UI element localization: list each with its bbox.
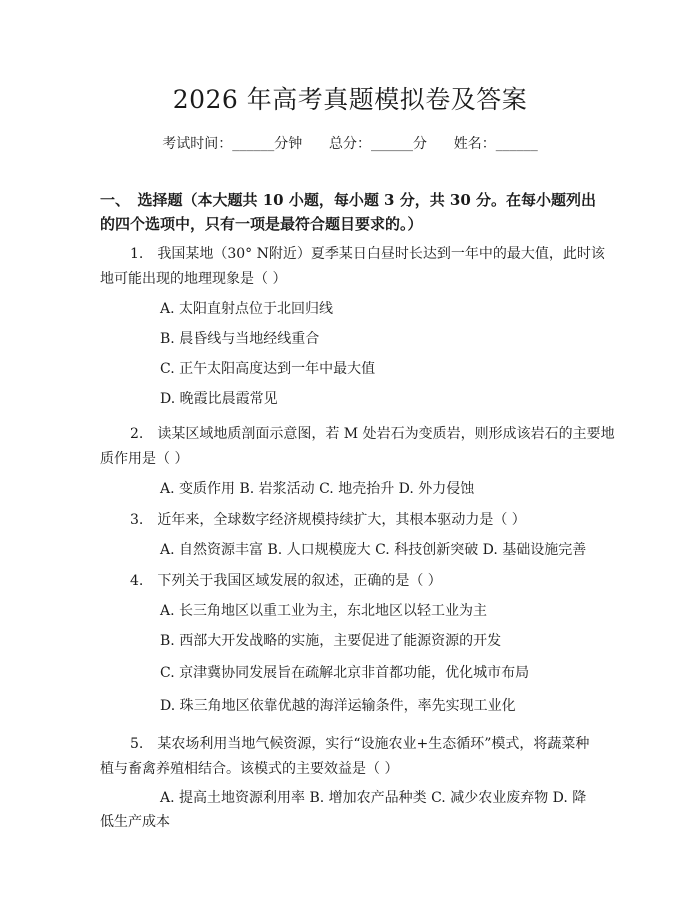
section-heading: 一、 选择题（本大题共 10 小题，每小题 3 分，共 30 分。在每小题列出的四个选项中，只有一项是最符合题目要求的。）: [100, 191, 597, 233]
question-4-option-b: B. 西部大开发战略的实施，主要促进了能源资源的开发: [160, 633, 502, 649]
question-1-line-1: 1. 我国某地（30° N附近）夏季某日白昼时长达到一年中的最大值，此时该: [130, 246, 605, 262]
score-unit: 分: [413, 136, 427, 152]
question-3-options: A. 自然资源丰富 B. 人口规模庞大 C. 科技创新突破 D. 基础设施完善: [160, 542, 587, 558]
score-blank: ______: [371, 136, 413, 152]
question-5-line-2: 植与畜禽养殖相结合。该模式的主要效益是（ ）: [100, 761, 399, 777]
name-blank: ______: [495, 136, 538, 152]
exam-meta: [0, 133, 700, 153]
time-blank: ______: [232, 136, 275, 152]
question-3-line-1: 3. 近年来，全球数字经济规模持续扩大，其根本驱动力是（ ）: [130, 512, 526, 528]
question-2-line-1: 2. 读某区域地质剖面示意图，若 M 处岩石为变质岩，则形成该岩石的主要地: [130, 426, 615, 442]
question-5-options-continued: 低生产成本: [100, 814, 170, 830]
question-2-options: A. 变质作用 B. 岩浆活动 C. 地壳抬升 D. 外力侵蚀: [160, 481, 475, 497]
question-1-option-b: B. 晨昏线与当地经线重合: [160, 331, 320, 347]
question-4-option-d: D. 珠三角地区依靠优越的海洋运输条件，率先实现工业化: [160, 698, 516, 714]
question-4-line-1: 4. 下列关于我国区域发展的叙述，正确的是（ ）: [130, 573, 442, 589]
question-5-line-1: 5. 某农场利用当地气候资源，实行“设施农业+生态循环”模式，将蔬菜种: [130, 736, 590, 752]
question-1-option-a: A. 太阳直射点位于北回归线: [160, 301, 334, 317]
time-label: 考试时间：: [162, 136, 233, 152]
question-4-option-a: A. 长三角地区以重工业为主，东北地区以轻工业为主: [160, 603, 488, 619]
question-1-option-d: D. 晚霞比晨霞常见: [160, 391, 278, 407]
question-4-option-c: C. 京津冀协同发展旨在疏解北京非首都功能，优化城市布局: [160, 665, 530, 681]
page-title: 2026 年高考真题模拟卷及答案: [172, 85, 528, 114]
name-label: 姓名：: [453, 136, 496, 152]
question-2-line-2: 质作用是（ ）: [100, 451, 189, 467]
question-1-option-c: C. 正午太阳高度达到一年中最大值: [160, 361, 376, 377]
question-1-line-2: 地可能出现的地理现象是（ ）: [100, 271, 287, 287]
score-label: 总分：: [329, 136, 371, 152]
time-unit: 分钟: [274, 136, 303, 152]
question-5-options: A. 提高土地资源利用率 B. 增加农产品种类 C. 减少农业废弃物 D. 降: [160, 790, 587, 806]
